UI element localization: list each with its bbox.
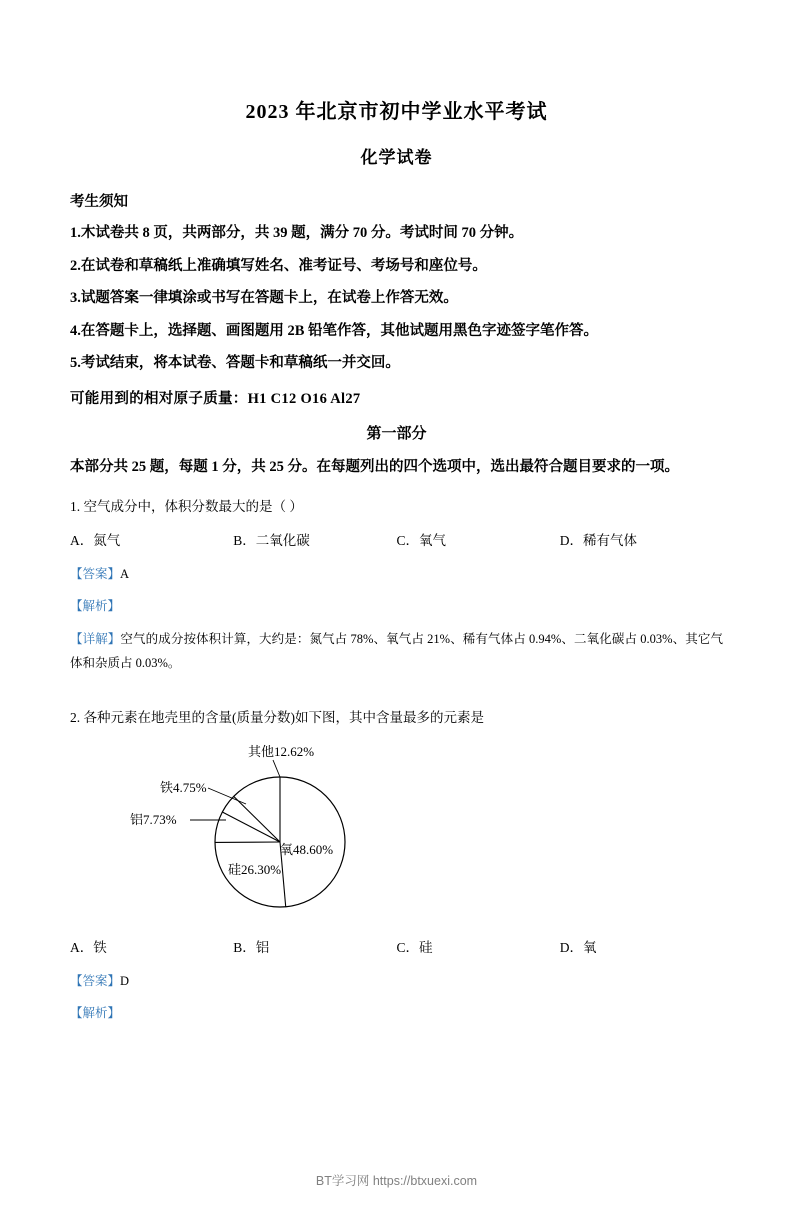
pie-label-other: 其他12.62% <box>248 744 314 759</box>
question-2-option-b[interactable]: B．铝 <box>233 936 396 956</box>
pie-chart-svg <box>130 732 550 932</box>
notice-line-2: 2.在试卷和草稿纸上准确填写姓名、准考证号、考场号和座位号。 <box>70 257 723 277</box>
notice-line-5: 5.考试结束，将本试卷、答题卡和草稿纸一并交回。 <box>70 354 723 374</box>
part-description: 本部分共 25 题，每题 1 分，共 25 分。在每题列出的四个选项中，选出最符合题目要求的一项。 <box>70 455 723 480</box>
question-2-option-d[interactable]: D．氧 <box>560 936 723 956</box>
question-2-answer <box>70 971 723 989</box>
pie-label-oxygen: 氧48.60% <box>280 842 333 857</box>
pie-divider-4 <box>234 796 280 842</box>
question-2-stem: 2. 各种元素在地壳里的含量(质量分数)如下图，其中含量最多的元素是 <box>70 706 723 726</box>
notice-heading: 考生须知 <box>70 190 723 211</box>
question-1-answer-label: 【答案】 <box>70 567 120 581</box>
pie-leader-other <box>273 760 280 777</box>
pie-label-iron: 铁4.75% <box>160 780 207 795</box>
notice-line-3: 3.试题答案一律填涂或书写在答题卡上，在试卷上作答无效。 <box>70 289 723 309</box>
question-2-explain-label: 【解析】 <box>70 1003 723 1021</box>
question-2-option-a[interactable]: A．铁 <box>70 936 233 956</box>
question-1-option-c[interactable]: C．氧气 <box>397 529 560 549</box>
page-footer: BT学习网 https://btxuexi.com <box>0 1171 793 1189</box>
question-1-explain-label: 【解析】 <box>70 596 723 614</box>
question-1-detail-text: 空气的成分按体积计算，大约是：氮气占 78%、氧气占 21%、稀有气体占 0.94%、二氧化碳占 0.03%、其它气体和杂质占 0.03%。 <box>70 632 723 670</box>
question-2-options <box>70 936 723 956</box>
question-1-detail-label: 【详解】 <box>70 632 120 646</box>
crust-element-pie-chart <box>70 732 723 932</box>
page-subtitle: 化学试卷 <box>70 143 723 168</box>
part-title: 第一部分 <box>70 422 723 443</box>
question-1-option-d[interactable]: D．稀有气体 <box>560 529 723 549</box>
question-1-option-b[interactable]: B．二氧化碳 <box>233 529 396 549</box>
question-1-answer <box>70 564 723 582</box>
question-1-stem: 1. 空气成分中，体积分数最大的是（ ） <box>70 497 723 517</box>
question-2-option-c[interactable]: C．硅 <box>397 936 560 956</box>
question-2-answer-value: D <box>120 974 129 988</box>
question-1-options <box>70 529 723 549</box>
page-title: 2023 年北京市初中学业水平考试 <box>70 95 723 124</box>
question-1-detail <box>70 628 723 676</box>
question-2-answer-label: 【答案】 <box>70 974 120 988</box>
notice-line-4: 4.在答题卡上，选择题、画图题用 2B 铅笔作答，其他试题用黑色字迹签字笔作答。 <box>70 322 723 342</box>
question-1-answer-value: A <box>120 567 129 581</box>
pie-label-aluminium: 铝7.73% <box>130 812 177 827</box>
pie-label-silicon: 硅26.30% <box>228 862 281 877</box>
notice-line-1: 1.木试卷共 8 页，共两部分，共 39 题，满分 70 分。考试时间 70 分钟。 <box>70 224 723 244</box>
question-1-option-a[interactable]: A．氮气 <box>70 529 233 549</box>
document-page <box>0 95 793 1217</box>
atomic-mass-line: 可能用到的相对原子质量：H1 C12 O16 Al27 <box>70 387 723 408</box>
pie-divider-3 <box>222 812 280 842</box>
